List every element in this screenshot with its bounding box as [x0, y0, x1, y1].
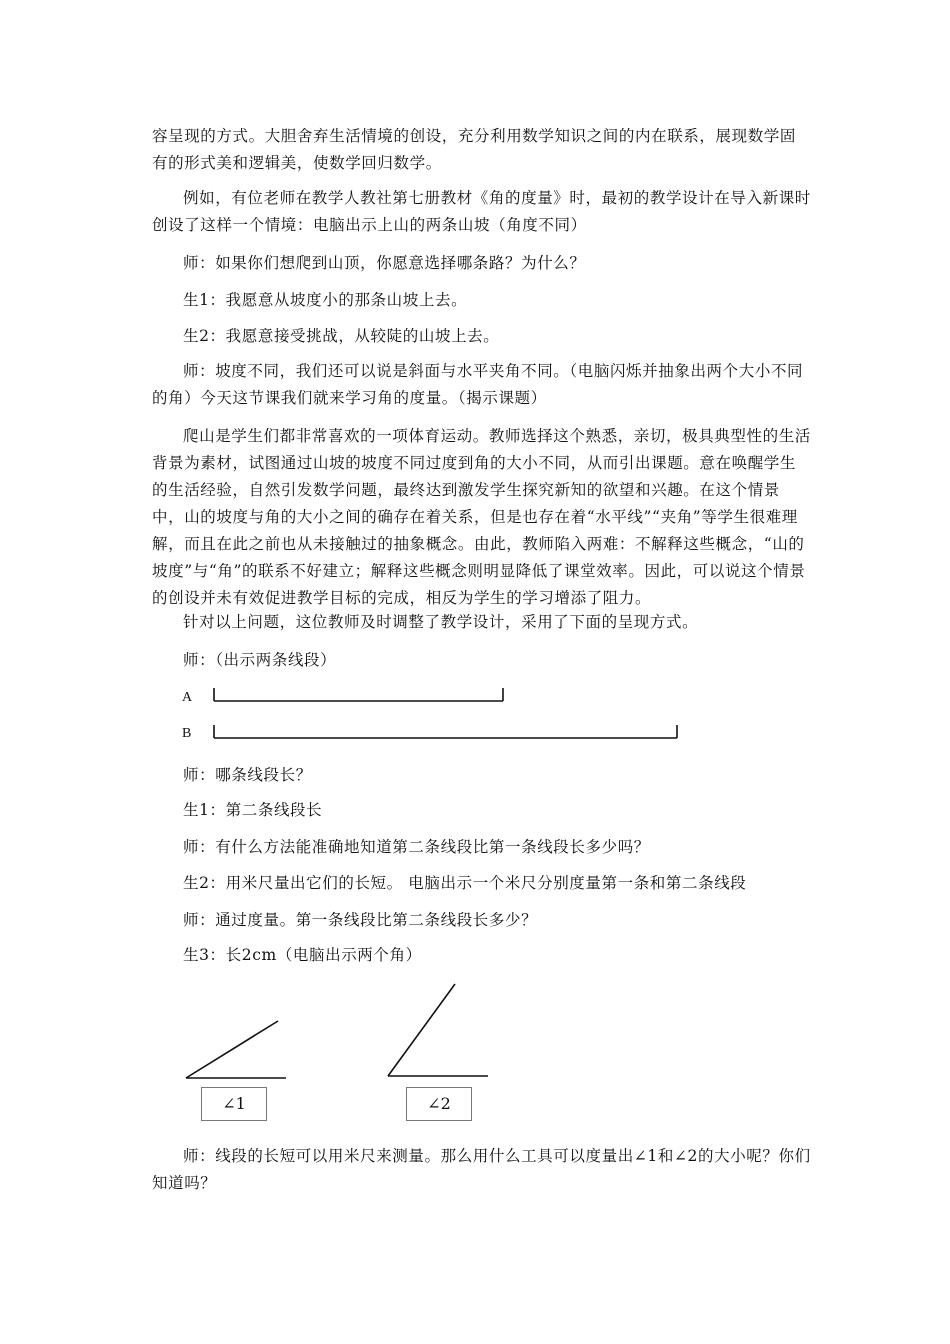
angle-1-figure [184, 1018, 290, 1082]
angle-1-label: ∠1 [201, 1087, 267, 1121]
segment-a [213, 688, 505, 706]
paragraph-4: 生1：我愿意从坡度小的那条山坡上去。 [183, 291, 468, 309]
paragraph-10: 师：哪条线段长？ [183, 766, 312, 784]
paragraph-7: 爬山是学生们都非常喜欢的一项体育运动。教师选择这个熟悉，亲切，极具典型性的生活背景为素材，试图通过山坡的坡度不同过度到角的大小不同，从而引出课题。意在唤醒学生的生活经验，自然引发数学问题，最终达到激发学生探究新知的欲望和兴趣。在这个情景中，山的坡度与角的大小之间的确存在着关系，但是也存在着“水平线”“夹角”等学生很难理解，而且在此之前也从未接触过的抽象概念。由此，教师陷入两难：不解释这些概念，“山的坡度”与“角”的联系不好建立；解释这些概念则明显降低了课堂效率。因此，可以说这个情景的创设并未有效促进教学目标的完成，相反为学生的学习增添了阻力。 [152, 427, 811, 607]
paragraph-12: 师：有什么方法能准确地知道第二条线段比第一条线段长多少吗？ [183, 838, 650, 856]
paragraph-2: 例如，有位老师在教学人教社第七册教材《角的度量》时，最初的教学设计在导入新课时创设了这样一个情境：电脑出示上山的两条山坡（角度不同） [152, 189, 811, 234]
segment-b-label: B [182, 726, 192, 741]
angle-2-label: ∠2 [406, 1087, 472, 1121]
paragraph-13: 生2：用米尺量出它们的长短。 电脑出示一个米尺分别度量第一条和第二条线段 [183, 874, 747, 892]
paragraph-6: 师：坡度不同，我们还可以说是斜面与水平夹角不同。（电脑闪烁并抽象出两个大小不同的角）今天这节课我们就来学习角的度量。（揭示课题） [152, 362, 804, 407]
paragraph-16: 师：线段的长短可以用米尺来测量。那么用什么工具可以度量出∠1和∠2的大小呢？你们知道吗？ [152, 1147, 811, 1192]
angle-2-figure [386, 982, 492, 1080]
paragraph-15: 生3：长2cm（电脑出示两个角） [183, 946, 422, 964]
paragraph-1: 容呈现的方式。大胆舍弃生活情境的创设，充分利用数学知识之间的内在联系，展现数学固有的形式美和逻辑美，使数学回归数学。 [152, 127, 797, 172]
paragraph-5: 生2：我愿意接受挑战，从较陡的山坡上去。 [183, 327, 500, 345]
paragraph-9: 师：（出示两条线段） [183, 651, 337, 669]
paragraph-14: 师：通过度量。第一条线段比第二条线段长多少？ [183, 911, 538, 929]
segment-b [213, 725, 679, 743]
paragraph-8: 针对以上问题，这位教师及时调整了教学设计，采用了下面的呈现方式。 [183, 613, 699, 631]
paragraph-3: 师：如果你们想爬到山顶，你愿意选择哪条路？为什么？ [183, 254, 586, 272]
paragraph-11: 生1：第二条线段长 [183, 801, 323, 819]
segment-a-label: A [182, 690, 193, 705]
